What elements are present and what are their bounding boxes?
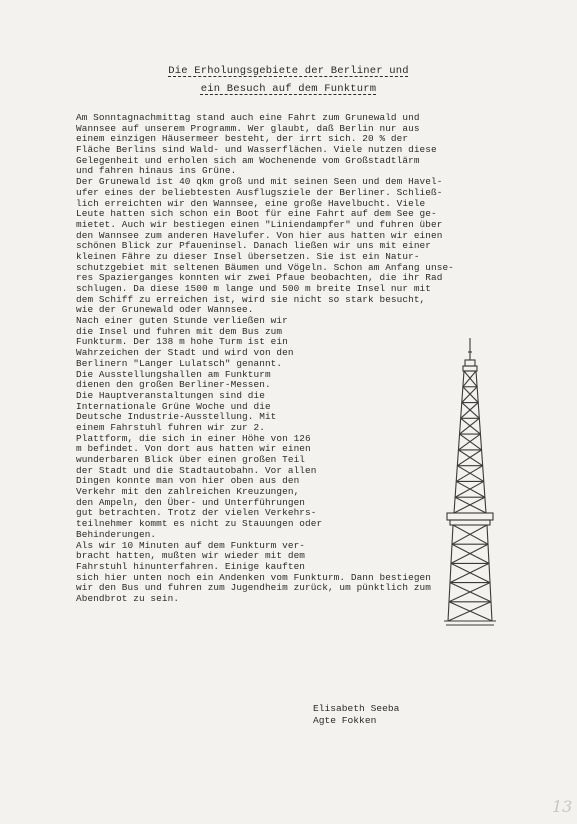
body-line: dem Schiff zu erreichen ist, wird sie nicht so stark besucht, (76, 293, 426, 305)
body-line: Internationale Grüne Woche und die (76, 400, 271, 412)
body-line: einem einzigen Häusermeer besteht, der irrt sich. 20 % der (76, 133, 409, 145)
body-line: mietet. Auch wir bestiegen einen "Liniendampfer" und fuhren über (76, 218, 443, 230)
tower-strut (460, 434, 482, 450)
body-line: der Stadt und die Stadtautobahn. Vor allen (76, 464, 317, 476)
body-line: schlugen. Da diese 1500 m lange und 500 m breite Insel nur mit (76, 283, 432, 294)
author-name-2: Agte Fokken (313, 715, 377, 726)
body-line: wie der Grunewald oder Wannsee. (76, 304, 254, 316)
tower-strut (460, 418, 480, 434)
body-line: und fahren hinaus ins Grüne. (76, 165, 237, 177)
body-line: ufer eines der beliebtesten Ausflugsziele der Berliner. Schließ- (76, 186, 443, 198)
body-line: res Spazierganges konnten wir zwei Pfaue beobachten, die ihr Rad (76, 272, 443, 284)
body-line: m befindet. Von dort aus hatten wir einen (76, 443, 311, 455)
tower-strut (457, 450, 481, 466)
body-line: sich hier unten noch ein Andenken vom Funkturm. Dann bestiegen (76, 571, 432, 583)
tower-strut (458, 434, 480, 450)
body-line: Dingen konnte man von hier oben aus den (76, 475, 300, 487)
body-line: Deutsche Industrie-Ausstellung. Mit (76, 411, 277, 423)
body-line: Am Sonntagnachmittag stand auch eine Fahrt zum Grunewald und (76, 112, 420, 123)
page-number: 13 (552, 797, 573, 816)
body-line: Fläche Berlins sind Wald- und Wasserflächen. Viele nutzen diese (76, 144, 437, 156)
body-line: Fahrstuhl hinunterfahren. Einige kauften (76, 560, 306, 572)
body-line: Der Grunewald ist 40 qkm groß und mit seinen Seen und dem Havel- (76, 176, 443, 188)
body-line: Abendbrot zu sein. (76, 592, 180, 604)
tower-strut (462, 403, 480, 419)
signature-block (313, 703, 399, 727)
tower-strut (463, 387, 478, 403)
tower-strut (458, 450, 482, 466)
body-line: den Wannsee zum anderen Havelufer. Von hier aus hatten wir einen (76, 229, 443, 241)
body-line: teilnehmer kommt es nicht zu Stauungen oder (76, 518, 323, 530)
body-line: die Insel und fuhren mit dem Bus zum (76, 325, 283, 337)
body-line: Wahrzeichen der Stadt und wird von den (76, 347, 294, 359)
body-line: Leute hatten sich schon ein Boot für eine Fahrt auf dem See ge- (76, 208, 437, 220)
body-line: Nach einer guten Stunde verließen wir (76, 315, 288, 327)
tower-strut (461, 418, 481, 434)
radio-tower-icon (440, 338, 504, 630)
body-line: Behinderungen. (76, 528, 157, 540)
body-line: lich erreichten wir den Wannsee, eine große Havelbucht. Viele (76, 197, 426, 209)
body-line: Funkturm. Der 138 m hohe Turm ist ein (76, 336, 288, 348)
tower-strut (456, 466, 482, 482)
author-name-1: Elisabeth Seeba (313, 703, 400, 714)
body-line: bracht hatten, mußten wir wieder mit dem (76, 550, 306, 562)
title-line-2: ein Besuch auf dem Funkturm (200, 83, 377, 95)
tower-strut (461, 403, 479, 419)
body-line: Gelegenheit und erholen sich am Wochenende vom Großstadtlärm (76, 154, 420, 166)
body-line: Berlinern "Langer Lulatsch" genannt. (76, 357, 283, 369)
body-line: Die Hauptveranstaltungen sind die (76, 389, 265, 401)
tower-strut (464, 371, 477, 387)
body-line: Als wir 10 Minuten auf dem Funkturm ver- (76, 539, 306, 551)
tower-strut (457, 466, 483, 482)
body-line: Die Ausstellungshallen am Funkturm (76, 368, 271, 380)
body-line: Wannsee auf unserem Programm. Wer glaubt, daß Berlin nur aus (76, 122, 420, 134)
body-line: schönen Blick zur Pfaueninsel. Danach ließen wir uns mit einer (76, 240, 432, 252)
body-line: Plattform, die sich in einer Höhe von 126 (76, 432, 311, 444)
body-line: einem Fahrstuhl fuhren wir zur 2. (76, 421, 265, 433)
body-line: kleinen Fähre zu dieser Insel übersetzen. Sie ist ein Natur- (76, 250, 420, 262)
body-line: Verkehr mit den zahlreichen Kreuzungen, (76, 486, 300, 498)
body-line: schutzgebiet mit seltenen Bäumen und Vögeln. Schon am Anfang unse- (76, 261, 454, 273)
body-line: wunderbaren Blick über einen großen Teil (76, 454, 306, 465)
body-line: gut betrachten. Trotz der vielen Verkehrs- (76, 507, 317, 519)
tower-strut (463, 371, 476, 387)
body-line: dienen den großen Berliner-Messen. (76, 379, 271, 391)
body-line: den Ampeln, den Über- und Unterführungen (76, 496, 306, 508)
title-line-1: Die Erholungsgebiete der Berliner und (168, 65, 409, 77)
document-title (0, 62, 577, 98)
body-line: wir den Bus und fuhren zum Jugendheim zurück, um pünktlich zum (76, 582, 432, 594)
tower-strut (462, 387, 477, 403)
